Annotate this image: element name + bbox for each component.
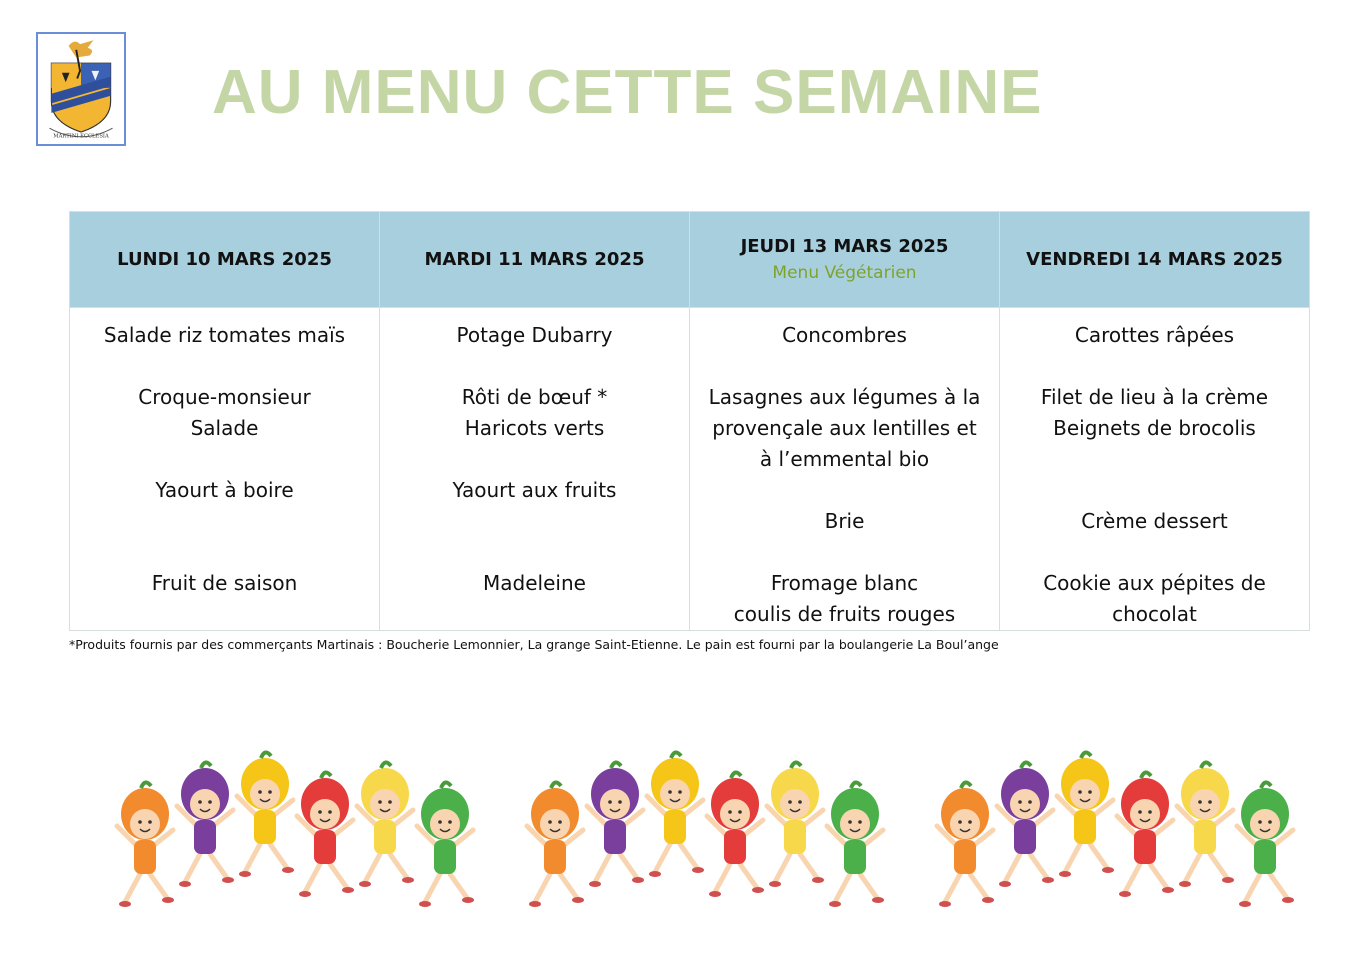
day-header-tuesday: MARDI 11 MARS 2025 xyxy=(380,212,690,308)
menu-line: à l’emmental bio xyxy=(759,447,930,471)
fruit-kid xyxy=(937,782,994,907)
menu-line: Madeleine xyxy=(483,571,586,595)
menu-line xyxy=(700,351,989,382)
menu-line: Carottes râpées xyxy=(1074,323,1235,347)
fruit-kid xyxy=(1117,772,1174,897)
menu-line xyxy=(700,537,989,568)
day-header-friday: VENDREDI 14 MARS 2025 xyxy=(1000,212,1310,308)
menu-line xyxy=(390,444,679,475)
fruit-kid xyxy=(1177,762,1234,887)
vegetarian-menu-label: Menu Végétarien xyxy=(772,263,917,283)
menu-line: Salade riz tomates maïs xyxy=(103,323,346,347)
menu-line: Crème dessert xyxy=(1081,509,1228,533)
fruit-kid xyxy=(1237,782,1294,907)
fruit-kid xyxy=(177,762,234,887)
fruit-kid xyxy=(587,762,644,887)
menu-line xyxy=(80,506,369,537)
town-crest-logo xyxy=(36,32,126,146)
town-crest-icon xyxy=(38,34,124,144)
menu-line: Rôti de bœuf * xyxy=(461,385,608,409)
dancing-fruit-kids-illustration xyxy=(75,718,1305,936)
menu-line: Fruit de saison xyxy=(151,571,298,595)
menu-line: Haricots verts xyxy=(464,416,605,440)
menu-line xyxy=(1010,351,1299,382)
menu-line: Croque-monsieur xyxy=(138,385,311,409)
menu-line xyxy=(1010,444,1299,475)
menu-line: Cookie aux pépites de xyxy=(1043,571,1266,595)
menu-line: Beignets de brocolis xyxy=(1053,416,1256,440)
menu-cell-thursday xyxy=(690,308,1000,631)
menu-line: Concombres xyxy=(782,323,907,347)
menu-line xyxy=(80,351,369,382)
menu-line: Lasagnes aux légumes à la xyxy=(708,385,981,409)
menu-body-row xyxy=(70,308,1310,631)
menu-line xyxy=(1010,537,1299,568)
menu-line: chocolat xyxy=(1112,602,1197,626)
fruit-kid xyxy=(767,762,824,887)
fruit-kid xyxy=(417,782,474,907)
fruit-kid xyxy=(297,772,354,897)
menu-cell-tuesday xyxy=(380,308,690,631)
supplier-footnote: *Produits fournis par des commerçants Martinais : Boucherie Lemonnier, La grange Saint-Etienne. Le pain est fourni par la boulangerie La Boul’ange xyxy=(69,637,999,652)
menu-line: Potage Dubarry xyxy=(456,323,613,347)
menu-line: Brie xyxy=(824,509,865,533)
fruit-kid xyxy=(1057,752,1114,877)
fruit-kid xyxy=(527,782,584,907)
fruit-kid xyxy=(997,762,1054,887)
fruit-kid xyxy=(827,782,884,907)
fruit-kid xyxy=(357,762,414,887)
menu-line xyxy=(390,537,679,568)
menu-line xyxy=(390,351,679,382)
menu-line xyxy=(390,506,679,537)
menu-header-row xyxy=(70,212,1310,308)
menu-line xyxy=(700,475,989,506)
day-header-monday: LUNDI 10 MARS 2025 xyxy=(70,212,380,308)
fruit-kid xyxy=(237,752,294,877)
menu-line: Salade xyxy=(190,416,259,440)
menu-cell-friday xyxy=(1000,308,1310,631)
menu-line: Yaourt à boire xyxy=(155,478,294,502)
fruit-kids-icon xyxy=(75,718,1305,936)
menu-line: coulis de fruits rouges xyxy=(733,602,956,626)
menu-line xyxy=(80,444,369,475)
menu-line: Yaourt aux fruits xyxy=(452,478,617,502)
menu-line: Fromage blanc xyxy=(770,571,919,595)
menu-line xyxy=(80,537,369,568)
menu-line: provençale aux lentilles et xyxy=(712,416,977,440)
menu-line: Filet de lieu à la crème xyxy=(1040,385,1269,409)
menu-line xyxy=(1010,475,1299,506)
fruit-kid xyxy=(647,752,704,877)
fruit-kid xyxy=(707,772,764,897)
fruit-kid xyxy=(117,782,174,907)
svg-text:MARTINI ECCLESIA: MARTINI ECCLESIA xyxy=(53,133,109,140)
page-title: AU MENU CETTE SEMAINE xyxy=(212,58,1043,127)
weekly-menu-table xyxy=(69,211,1310,631)
menu-cell-monday xyxy=(70,308,380,631)
day-header-thursday: JEUDI 13 MARS 2025 Menu Végétarien xyxy=(690,212,1000,308)
